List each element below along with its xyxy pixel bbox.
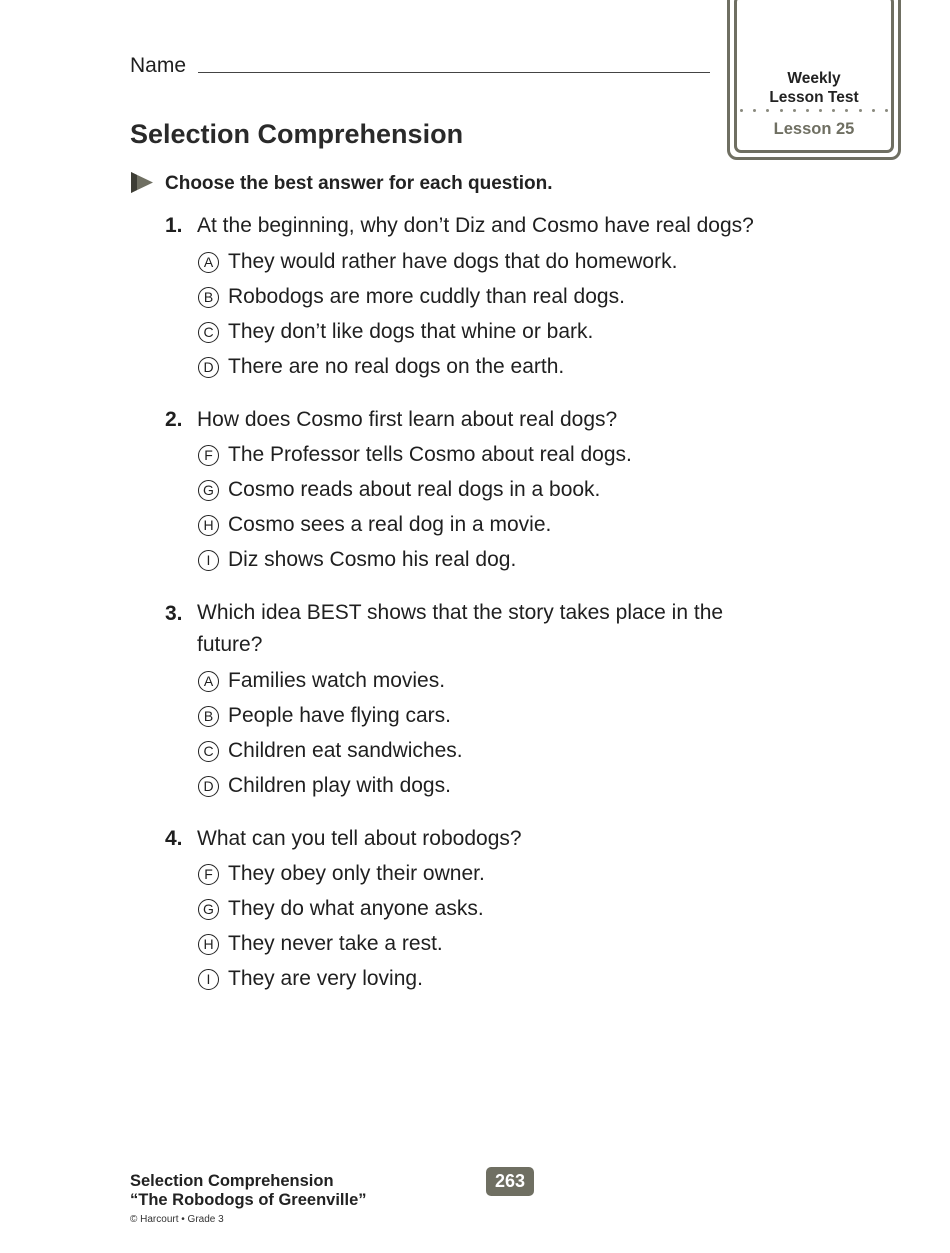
choice-text: Diz shows Cosmo his real dog. xyxy=(228,548,517,571)
choice-text: They don’t like dogs that whine or bark. xyxy=(228,320,594,343)
choice-text: The Professor tells Cosmo about real dogs. xyxy=(228,443,632,466)
answer-choice[interactable] xyxy=(198,548,516,572)
arrow-right-icon xyxy=(131,172,153,193)
choice-text: Cosmo sees a real dog in a movie. xyxy=(228,513,552,536)
answer-bubble[interactable]: B xyxy=(198,706,219,727)
choice-text: They would rather have dogs that do homework. xyxy=(228,250,678,273)
lesson-tab xyxy=(727,0,901,160)
answer-choice[interactable] xyxy=(198,355,564,379)
answer-bubble[interactable]: I xyxy=(198,550,219,571)
answer-choice[interactable] xyxy=(198,513,551,537)
question-text: How does Cosmo first learn about real dogs? xyxy=(197,408,618,431)
answer-choice[interactable] xyxy=(198,932,443,956)
answer-choice[interactable] xyxy=(198,862,485,886)
choice-text: People have flying cars. xyxy=(228,704,451,727)
answer-bubble[interactable]: H xyxy=(198,515,219,536)
question-number: 2. xyxy=(165,408,183,431)
question-number: 1. xyxy=(165,214,183,237)
answer-bubble[interactable]: B xyxy=(198,287,219,308)
answer-bubble[interactable]: F xyxy=(198,445,219,466)
question-text: Which idea BEST shows that the story takes place in the future? xyxy=(197,601,724,656)
answer-choice[interactable] xyxy=(198,704,451,728)
name-field[interactable] xyxy=(198,72,710,73)
answer-choice[interactable] xyxy=(198,739,463,763)
answer-bubble[interactable]: D xyxy=(198,357,219,378)
choice-text: Children play with dogs. xyxy=(228,774,451,797)
answer-choice[interactable] xyxy=(198,897,484,921)
answer-choice[interactable] xyxy=(198,250,677,274)
instruction: Choose the best answer for each question. xyxy=(165,173,553,194)
choice-text: Families watch movies. xyxy=(228,669,446,692)
answer-bubble[interactable]: D xyxy=(198,776,219,797)
choice-text: There are no real dogs on the earth. xyxy=(228,355,565,378)
tab-lesson-number: Lesson 25 xyxy=(773,120,855,138)
answer-bubble[interactable]: F xyxy=(198,864,219,885)
choice-text: They never take a rest. xyxy=(228,932,443,955)
answer-bubble[interactable]: A xyxy=(198,252,219,273)
answer-choice[interactable] xyxy=(198,478,600,502)
answer-choice[interactable] xyxy=(198,774,451,798)
footer-copyright: © Harcourt • Grade 3 xyxy=(130,1214,224,1225)
choice-text: Robodogs are more cuddly than real dogs. xyxy=(228,285,625,308)
question-number: 4. xyxy=(165,827,183,850)
tab-weekly: Weekly xyxy=(787,70,841,87)
answer-choice[interactable] xyxy=(198,320,593,344)
choice-text: They obey only their owner. xyxy=(228,862,485,885)
answer-bubble[interactable]: C xyxy=(198,741,219,762)
answer-choice[interactable] xyxy=(198,669,445,693)
answer-choice[interactable] xyxy=(198,285,625,309)
footer-section-title: Selection Comprehension xyxy=(130,1172,334,1190)
page-number: 263 xyxy=(486,1167,534,1196)
answer-bubble[interactable]: C xyxy=(198,322,219,343)
choice-text: They do what anyone asks. xyxy=(228,897,484,920)
question-number: 3. xyxy=(165,602,183,625)
answer-bubble[interactable]: I xyxy=(198,969,219,990)
page-title: Selection Comprehension xyxy=(130,119,464,149)
tab-dot-divider xyxy=(740,109,888,112)
choice-text: They are very loving. xyxy=(228,967,423,990)
name-label: Name xyxy=(130,54,187,77)
choice-text: Cosmo reads about real dogs in a book. xyxy=(228,478,601,501)
answer-choice[interactable] xyxy=(198,443,632,467)
answer-bubble[interactable]: G xyxy=(198,480,219,501)
footer-story-title: “The Robodogs of Greenville” xyxy=(130,1191,367,1209)
answer-choice[interactable] xyxy=(198,967,423,991)
question-text: At the beginning, why don’t Diz and Cosmo have real dogs? xyxy=(197,214,754,237)
answer-bubble[interactable]: A xyxy=(198,671,219,692)
choice-text: Children eat sandwiches. xyxy=(228,739,463,762)
tab-lesson-test: Lesson Test xyxy=(769,89,859,106)
question-text: What can you tell about robodogs? xyxy=(197,827,522,850)
answer-bubble[interactable]: H xyxy=(198,934,219,955)
answer-bubble[interactable]: G xyxy=(198,899,219,920)
